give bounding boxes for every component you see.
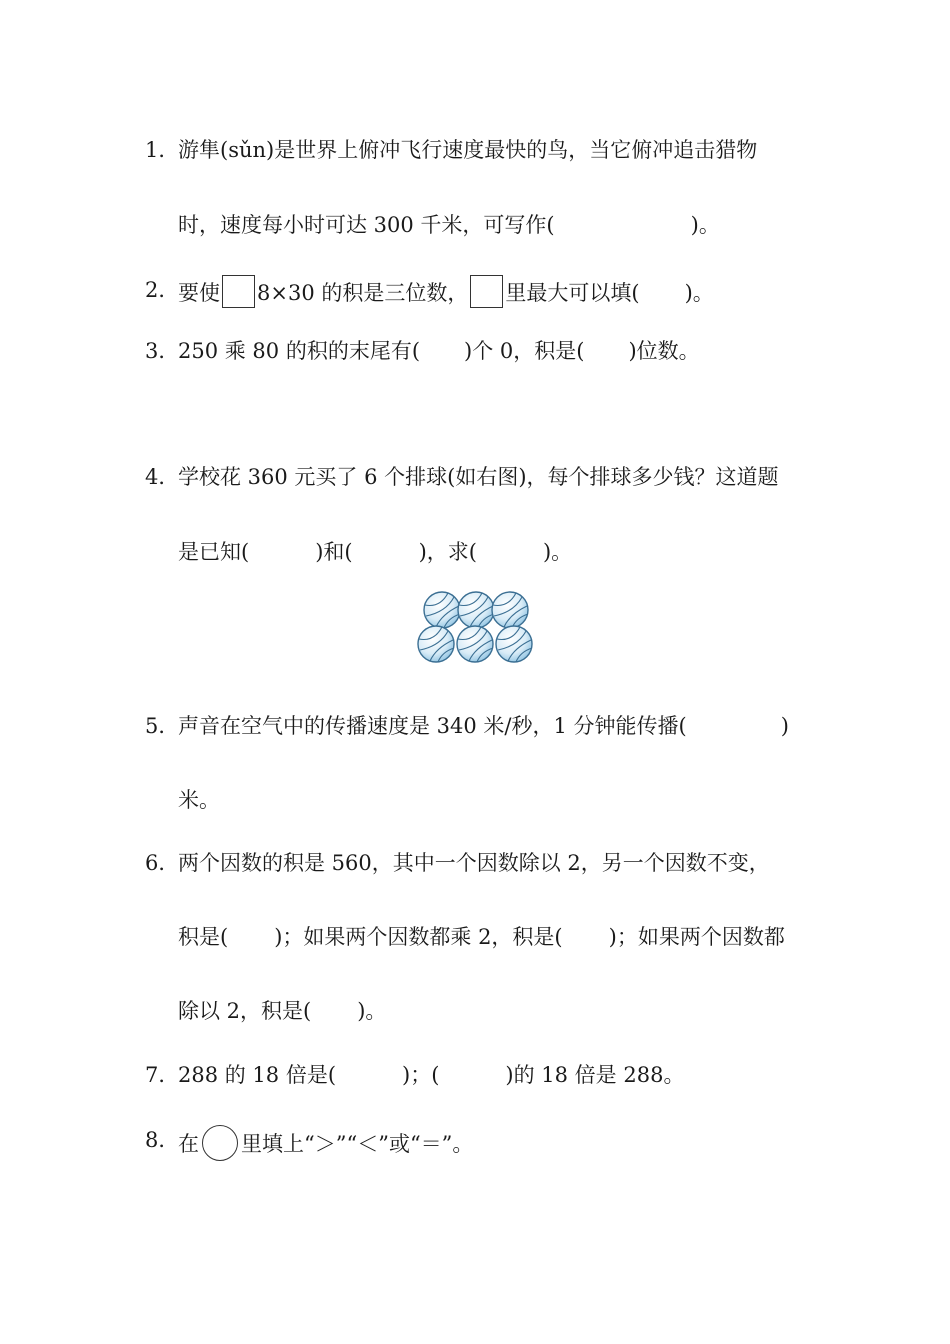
q5-number: 5． (145, 714, 180, 738)
q6-line3: 除以 2，积是( )。 (178, 999, 387, 1023)
q3-number: 3． (145, 339, 180, 363)
q8-number: 8． (145, 1128, 180, 1152)
q3-line: 250 乘 80 的积的末尾有( )个 0，积是( )位数。 (178, 339, 700, 363)
q1-number: 1． (145, 138, 180, 162)
q7-line: 288 的 18 倍是( )；( )的 18 倍是 288。 (178, 1063, 685, 1087)
volleyball-icon (424, 592, 460, 628)
q1-line2: 时，速度每小时可达 300 千米，可写作( )。 (178, 213, 720, 237)
q7-number: 7． (145, 1063, 180, 1087)
q8-circle[interactable] (202, 1125, 238, 1161)
q4-number: 4． (145, 465, 180, 489)
volleyball-icon (457, 626, 493, 662)
q2-box-1[interactable] (222, 275, 255, 308)
q5-line1: 声音在空气中的传播速度是 340 米/秒，1 分钟能传播( ) (178, 714, 789, 738)
q2-box-2[interactable] (470, 275, 503, 308)
volleyball-icon (418, 626, 454, 662)
volleyball-icon (458, 592, 494, 628)
volleyball-icon (496, 626, 532, 662)
q6-line1: 两个因数的积是 560，其中一个因数除以 2，另一个因数不变， (178, 851, 770, 875)
volleyball-icon (492, 592, 528, 628)
q1-line1: 游隼(sǔn)是世界上俯冲飞行速度最快的鸟，当它俯冲追击猎物 (178, 138, 758, 162)
q2-number: 2． (145, 278, 180, 302)
q5-line2: 米。 (178, 788, 220, 812)
q8-line: 在 里填上“＞”“＜”或“＝”。 (178, 1125, 473, 1161)
q4-line1: 学校花 360 元买了 6 个排球(如右图)，每个排球多少钱？这道题 (178, 465, 779, 489)
q6-line2: 积是( )；如果两个因数都乘 2，积是( )；如果两个因数都 (178, 925, 785, 949)
q6-number: 6． (145, 851, 180, 875)
q2-line: 要使 8×30 的积是三位数， 里最大可以填( )。 (178, 275, 714, 308)
volleyballs-image (414, 590, 538, 666)
q4-line2: 是已知( )和( )，求( )。 (178, 540, 573, 564)
